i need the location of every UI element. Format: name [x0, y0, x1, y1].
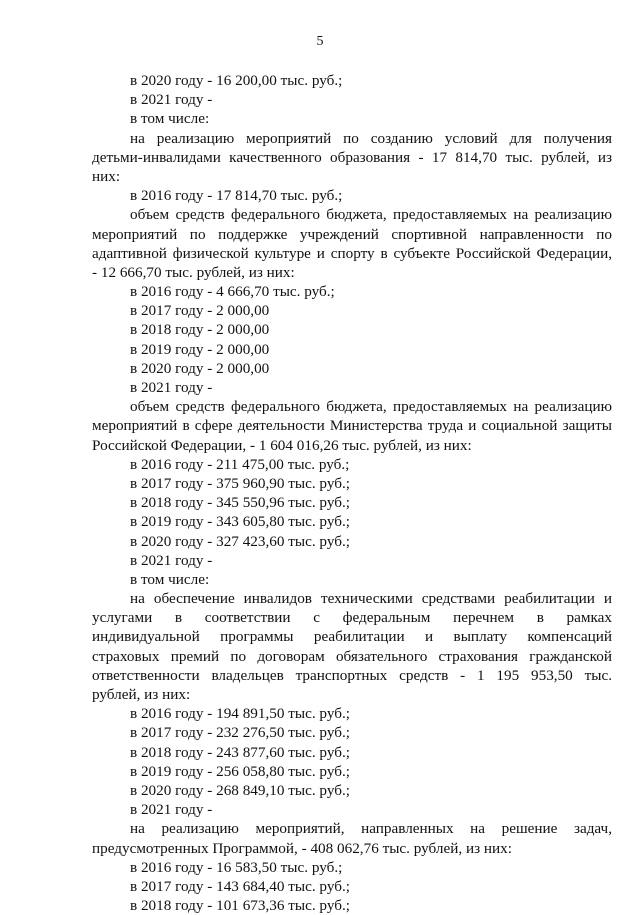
text-line: в 2016 году - 4 666,70 тыс. руб.;: [130, 283, 335, 301]
text-line: мероприятий в сфере деятельности Министерства труда и социальной защиты: [92, 417, 612, 435]
text-line: рублей, из них:: [92, 686, 191, 703]
text-line: объем средств федерального бюджета, предоставляемых на реализацию: [130, 398, 612, 416]
text-line: в 2017 году - 143 684,40 тыс. руб.;: [130, 877, 350, 895]
text-line: в 2018 году - 2 000,00: [130, 321, 270, 339]
text-line: в 2018 году - 101 673,36 тыс. руб.;: [130, 897, 350, 915]
text-line: на реализацию мероприятий по созданию условий для получения: [130, 129, 612, 147]
text-line: в 2016 году - 211 475,00 тыс. руб.;: [130, 455, 350, 473]
text-line: в 2019 году - 343 605,80 тыс. руб.;: [130, 513, 350, 531]
text-line: в 2020 году - 327 423,60 тыс. руб.;: [130, 532, 350, 550]
text-line: предусмотренных Программой, - 408 062,76 тыс. рублей, из них:: [92, 839, 512, 857]
text-line: детьми-инвалидами качественного образования - 17 814,70 тыс. рублей, из: [92, 148, 612, 166]
text-line: Российской Федерации, - 1 604 016,26 тыс. рублей, из них:: [92, 436, 472, 454]
text-line: в 2021 году -: [130, 551, 213, 569]
text-line: в 2018 году - 345 550,96 тыс. руб.;: [130, 494, 350, 512]
text-line: ответственности владельцев транспортных средств - 1 195 953,50 тыс.: [92, 666, 612, 684]
text-line: в 2017 году - 375 960,90 тыс. руб.;: [130, 474, 350, 492]
text-line: в 2016 году - 194 891,50 тыс. руб.;: [130, 705, 350, 723]
text-line: в 2021 году -: [130, 801, 213, 819]
text-line: в 2021 году -: [130, 91, 213, 109]
text-line: в том числе:: [130, 570, 210, 588]
text-line: в 2016 году - 16 583,50 тыс. руб.;: [130, 858, 343, 876]
text-line: в 2020 году - 16 200,00 тыс. руб.;: [130, 72, 343, 89]
page-number: 5: [316, 34, 324, 49]
text-line: страховых премий по договорам обязательного страхования гражданской: [92, 647, 612, 665]
text-line: в 2017 году - 232 276,50 тыс. руб.;: [130, 724, 350, 742]
text-line: объем средств федерального бюджета, предоставляемых на реализацию: [130, 206, 612, 224]
text-line: в 2016 году - 17 814,70 тыс. руб.;: [130, 187, 343, 205]
text-line: на обеспечение инвалидов техническими средствами реабилитации и: [130, 590, 612, 608]
document-body: [92, 71, 612, 915]
text-line: в 2021 году -: [130, 379, 213, 396]
text-line: в 2019 году - 256 058,80 тыс. руб.;: [130, 762, 350, 780]
text-line: мероприятий по поддержке учреждений спортивной направленности по: [92, 225, 612, 243]
text-line: в 2020 году - 2 000,00: [130, 359, 270, 377]
text-line: в том числе:: [130, 110, 210, 128]
text-line: в 2020 году - 268 849,10 тыс. руб.;: [130, 781, 350, 799]
text-line: - 12 666,70 тыс. рублей, из них:: [92, 263, 295, 281]
text-line: адаптивной физической культуре и спорту в субъекте Российской Федерации,: [92, 244, 612, 262]
text-line: в 2019 году - 2 000,00: [130, 340, 270, 358]
text-line: в 2017 году - 2 000,00: [130, 302, 270, 320]
text-line: индивидуальной программы реабилитации и выплату компенсаций: [92, 628, 612, 646]
text-line: них:: [92, 167, 121, 185]
text-line: в 2018 году - 243 877,60 тыс. руб.;: [130, 743, 350, 761]
text-line: на реализацию мероприятий, направленных на решение задач,: [130, 820, 612, 838]
text-line: услугами в соответствии с федеральным перечнем в рамках: [92, 609, 612, 627]
